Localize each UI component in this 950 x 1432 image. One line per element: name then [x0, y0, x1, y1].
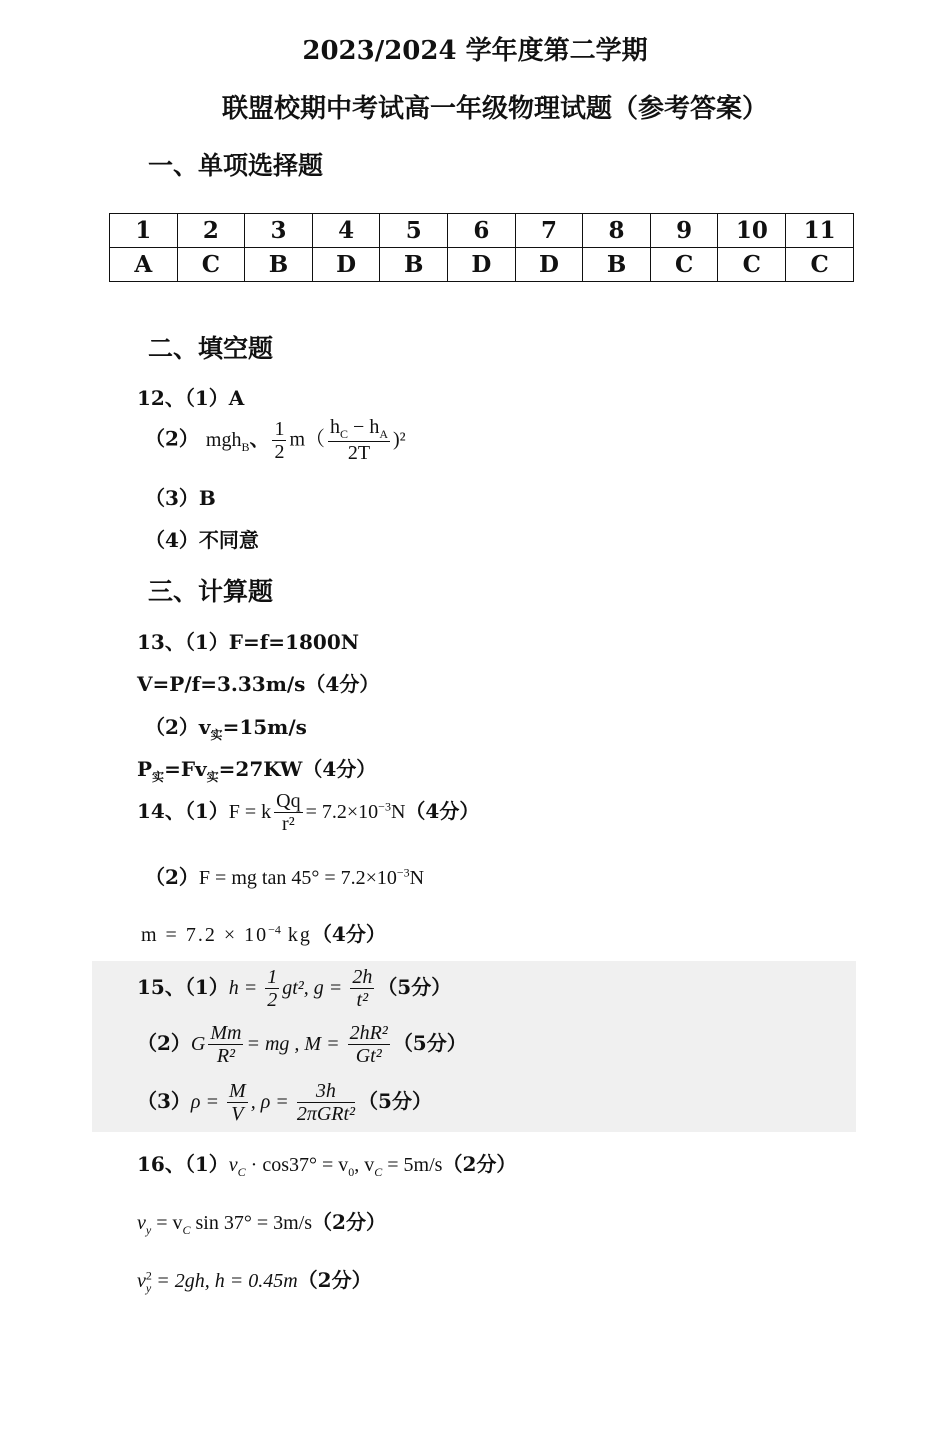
q16-line3: $v^2_y = 2gh$, h = 0.45m（2分）	[137, 1268, 372, 1295]
q15-line3: （3）ρ = $\frac{M}{V}$ , ρ = $\frac{3h}{\text{2πGRt²}}$ （5分）	[137, 1080, 432, 1125]
table-cell: 9	[650, 214, 718, 248]
q13-line4: $P_实=Fv_实=27KW(4$分）	[137, 757, 377, 784]
q12-close: )²	[393, 428, 406, 451]
table-cell: 7	[515, 214, 583, 248]
q15-line2: （2）G $\frac{Mm}{\text{R²}}$ = mg , M = $\frac{\text{2hR²}}{\text{Gt²}}$ （5分）	[137, 1022, 467, 1067]
fraction: $\frac{h_C - h_A}{2T}$	[330, 416, 388, 465]
table-cell: 4	[312, 214, 380, 248]
table-cell: D	[515, 248, 583, 282]
q13-line1: 13、（1）F=f=1800N	[137, 630, 360, 654]
answer-table-number-row	[110, 214, 854, 248]
fraction: $\frac{2h}{\text{t²}}$	[352, 966, 373, 1011]
table-cell: C	[786, 248, 854, 282]
table-cell: 6	[448, 214, 516, 248]
q14-line3: $m = 7.2 \times 10^{-4}$ kg（4分）	[141, 922, 386, 946]
q16-line2: $v_y = v_C$ sin 37° = 3m/s（2分）	[137, 1210, 386, 1237]
table-cell: 10	[718, 214, 786, 248]
fraction: $\frac{3h}{\text{2πGRt²}}$	[296, 1080, 356, 1125]
table-cell: C	[177, 248, 245, 282]
q16-line1: 16、$(1)v_C \cdot \cos 37^\circ = v_0$, $v_C = 5m/s(2$分）	[137, 1152, 517, 1179]
table-cell: B	[245, 248, 313, 282]
answer-table-answer-row	[110, 248, 854, 282]
fraction: $\frac{Mm}{\text{R²}}$	[210, 1022, 242, 1067]
table-cell: D	[448, 248, 516, 282]
fraction: $\frac{1}{2}$	[274, 417, 285, 463]
table-cell: 8	[583, 214, 651, 248]
q12-m: m（	[289, 428, 326, 451]
q13-line3: $(2)v_实=15m/s$	[145, 715, 307, 742]
section-3-heading: 三、计算题	[148, 577, 274, 606]
q15-line1: 15、（1）h = $\frac{1}{2}$ gt², g = $\frac{2h}{\text{t²}}$ （5分）	[137, 966, 452, 1011]
table-cell: C	[650, 248, 718, 282]
table-cell: 11	[786, 214, 854, 248]
answer-table	[109, 213, 854, 282]
q12-part1: 12、（1）A	[137, 386, 245, 410]
title-line-2: 联盟校期中考试高一年级物理试题（参考答案）	[221, 94, 768, 124]
table-cell: 2	[177, 214, 245, 248]
q13-line2: V=P/f=3.33m/s（4分）	[137, 672, 380, 696]
table-cell: B	[583, 248, 651, 282]
table-cell: 3	[245, 214, 313, 248]
q14-line2: （2）F = mg $\tan 45^\circ = 7.2\times 10^{-3}N$	[145, 865, 425, 889]
q14-line1: 14、（1）F = k $\frac{Qq}{\text{r²}}$ = $7.2\times 10^{-3}N(4$分）	[137, 790, 480, 835]
q12-part2-label: （2）	[145, 426, 199, 451]
q12-part2	[145, 416, 406, 464]
fraction: $\frac{\text{2hR²}}{\text{Gt²}}$	[349, 1022, 388, 1067]
title-line-1: 2023/2024 学年度第二学期	[302, 36, 648, 66]
section-2-heading: 二、填空题	[148, 334, 274, 363]
fraction: $\frac{1}{2}$	[267, 966, 278, 1011]
table-cell: B	[380, 248, 448, 282]
table-cell: 5	[380, 214, 448, 248]
table-cell: 1	[110, 214, 178, 248]
q12-part4: （4）不同意	[145, 528, 259, 552]
fraction: $\frac{M}{V}$	[229, 1080, 246, 1125]
q12-separator: 、	[249, 426, 270, 451]
fraction: $\frac{Qq}{\text{r²}}$	[276, 790, 301, 835]
q12-expr-a: mgh$_B$	[205, 428, 250, 454]
table-cell: D	[312, 248, 380, 282]
section-1-heading: 一、单项选择题	[148, 151, 324, 180]
q12-part3: （3）B	[145, 486, 216, 510]
table-cell: C	[718, 248, 786, 282]
table-cell: A	[110, 248, 178, 282]
